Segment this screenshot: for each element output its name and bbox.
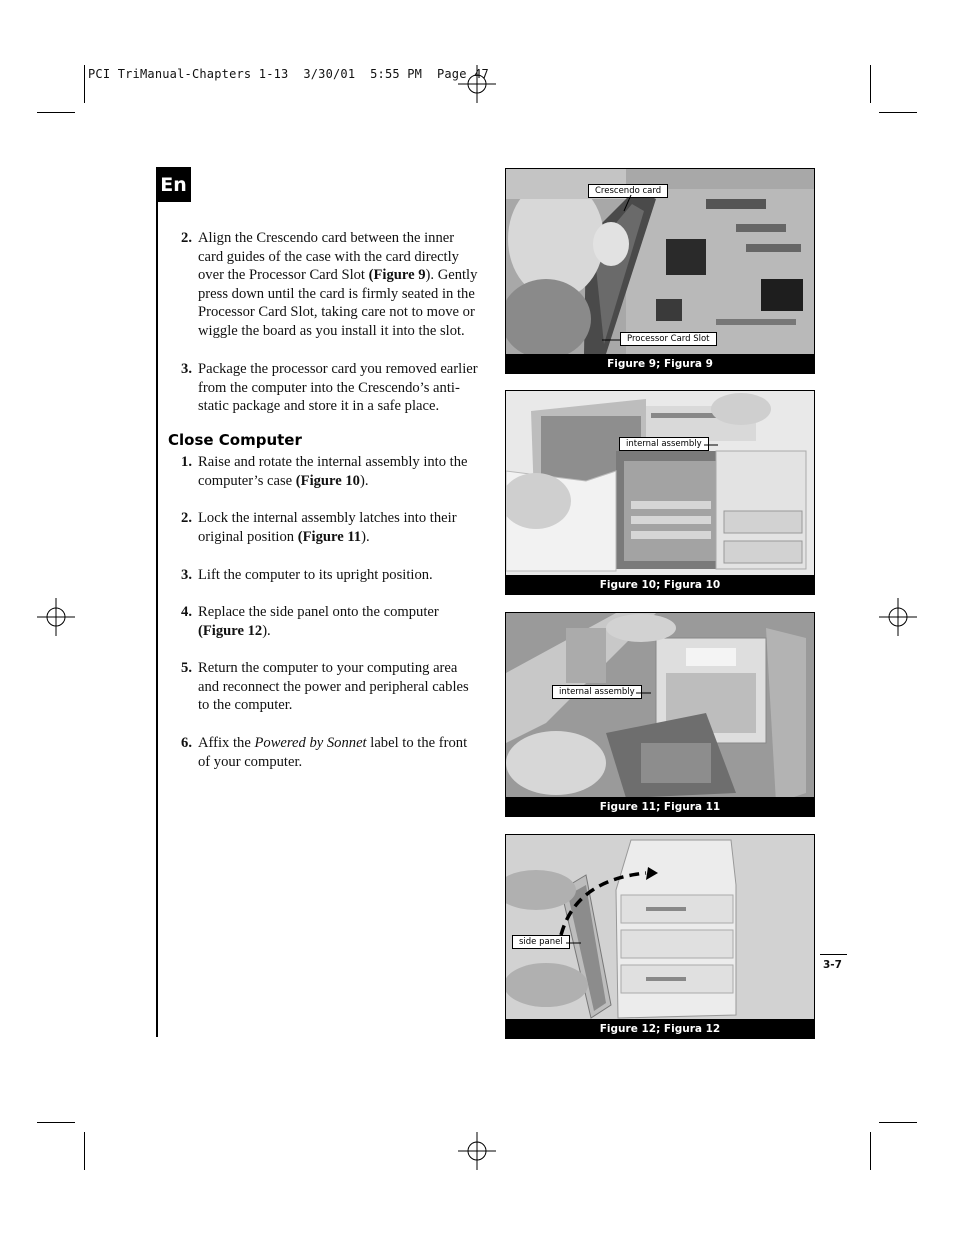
figure-11-callout-internal-assembly: internal assembly xyxy=(552,685,642,699)
step-number: 4. xyxy=(181,604,192,620)
step-item xyxy=(168,659,478,715)
figure-10 xyxy=(505,390,815,595)
figure-9-callout-crescendo-card: Crescendo card xyxy=(588,184,668,198)
page-number-rule xyxy=(820,954,847,955)
step-text-run: Package the processor card you removed earlier from the computer into the Crescendo’s anti-static package and store it in a safe place. xyxy=(198,361,478,415)
step-number: 6. xyxy=(181,735,192,751)
figure-9-caption: Figure 9; Figura 9 xyxy=(506,354,814,373)
crop-mark xyxy=(870,1132,871,1170)
crop-mark xyxy=(84,65,85,103)
figure-reference: (Figure 12 xyxy=(198,622,263,639)
step-item xyxy=(168,453,478,490)
registration-mark-icon xyxy=(879,598,917,636)
step-text xyxy=(198,603,478,640)
step-number: 3. xyxy=(181,361,192,377)
step-text-run: Return the computer to your computing area and reconnect the power and peripheral cables to the computer. xyxy=(198,660,469,714)
crop-mark xyxy=(37,112,75,113)
figure-10-caption: Figure 10; Figura 10 xyxy=(506,575,814,594)
crop-mark xyxy=(37,1122,75,1123)
crop-mark xyxy=(84,1132,85,1170)
step-text-run: label to the front of your computer. xyxy=(198,735,468,770)
figure-9-leader-lines xyxy=(506,169,814,373)
step-text xyxy=(198,509,478,546)
print-slug: PCI TriManual-Chapters 1-13 3/30/01 5:55 PM Page 47 xyxy=(88,67,489,81)
step-number: 5. xyxy=(181,660,192,676)
language-tab: En xyxy=(156,167,191,202)
section-title: Close Computer xyxy=(168,431,302,449)
figure-9 xyxy=(505,168,815,374)
step-text-run: Lock the internal assembly latches into their original position xyxy=(198,510,457,545)
step-number: 1. xyxy=(181,454,192,470)
figure-11-caption: Figure 11; Figura 11 xyxy=(506,797,814,816)
figure-reference: (Figure 9 xyxy=(368,267,426,284)
figure-reference: (Figure 10 xyxy=(295,472,360,489)
figure-11-leader-lines xyxy=(506,613,814,816)
crop-mark xyxy=(879,112,917,113)
margin-rule xyxy=(156,202,158,1037)
step-text-run: Lift the computer to its upright position. xyxy=(198,567,433,583)
crop-mark xyxy=(870,65,871,103)
step-number: 2. xyxy=(181,230,192,246)
step-text xyxy=(198,566,478,585)
step-text xyxy=(198,229,478,341)
step-text-run: ). xyxy=(359,472,369,489)
step-item xyxy=(168,603,478,640)
step-text-run: ). Gently press down until the card is firmly seated in the Processor Card Slot, taking care not to move or wiggle the board as you install it into the slot. xyxy=(198,267,478,339)
page-number: 3-7 xyxy=(823,959,842,971)
figure-reference: (Figure 11 xyxy=(297,528,362,545)
step-item xyxy=(168,566,478,585)
step-text-run: ). xyxy=(262,622,271,639)
step-text xyxy=(198,360,478,416)
step-item xyxy=(168,229,478,341)
figure-11 xyxy=(505,612,815,817)
figure-12-leader-lines xyxy=(506,835,814,1038)
step-text xyxy=(198,734,478,771)
figure-9-callout-processor-card-slot: Processor Card Slot xyxy=(620,332,717,346)
crop-mark xyxy=(879,1122,917,1123)
step-text-run: Align the Crescendo card between the inner card guides of the case with the card directly over the Processor Card Slot xyxy=(198,230,459,284)
figure-12 xyxy=(505,834,815,1039)
registration-mark-icon xyxy=(37,598,75,636)
label-name: Powered by Sonnet xyxy=(254,735,367,751)
step-text-run: Affix the xyxy=(198,735,255,751)
step-text xyxy=(198,453,478,490)
step-number: 3. xyxy=(181,567,192,583)
step-text-run: Raise and rotate the internal assembly into the computer’s case xyxy=(198,454,468,489)
step-item xyxy=(168,509,478,546)
figure-10-leader-lines xyxy=(506,391,814,594)
step-text-run: Replace the side panel onto the computer xyxy=(198,604,439,620)
step-text-run: ). xyxy=(361,528,370,545)
figure-12-caption: Figure 12; Figura 12 xyxy=(506,1019,814,1038)
step-item xyxy=(168,360,478,416)
step-text xyxy=(198,659,478,715)
step-item xyxy=(168,734,478,771)
figure-12-callout-side-panel: side panel xyxy=(512,935,570,949)
registration-mark-icon xyxy=(458,1132,496,1170)
step-number: 2. xyxy=(181,510,192,526)
figure-10-callout-internal-assembly: internal assembly xyxy=(619,437,709,451)
